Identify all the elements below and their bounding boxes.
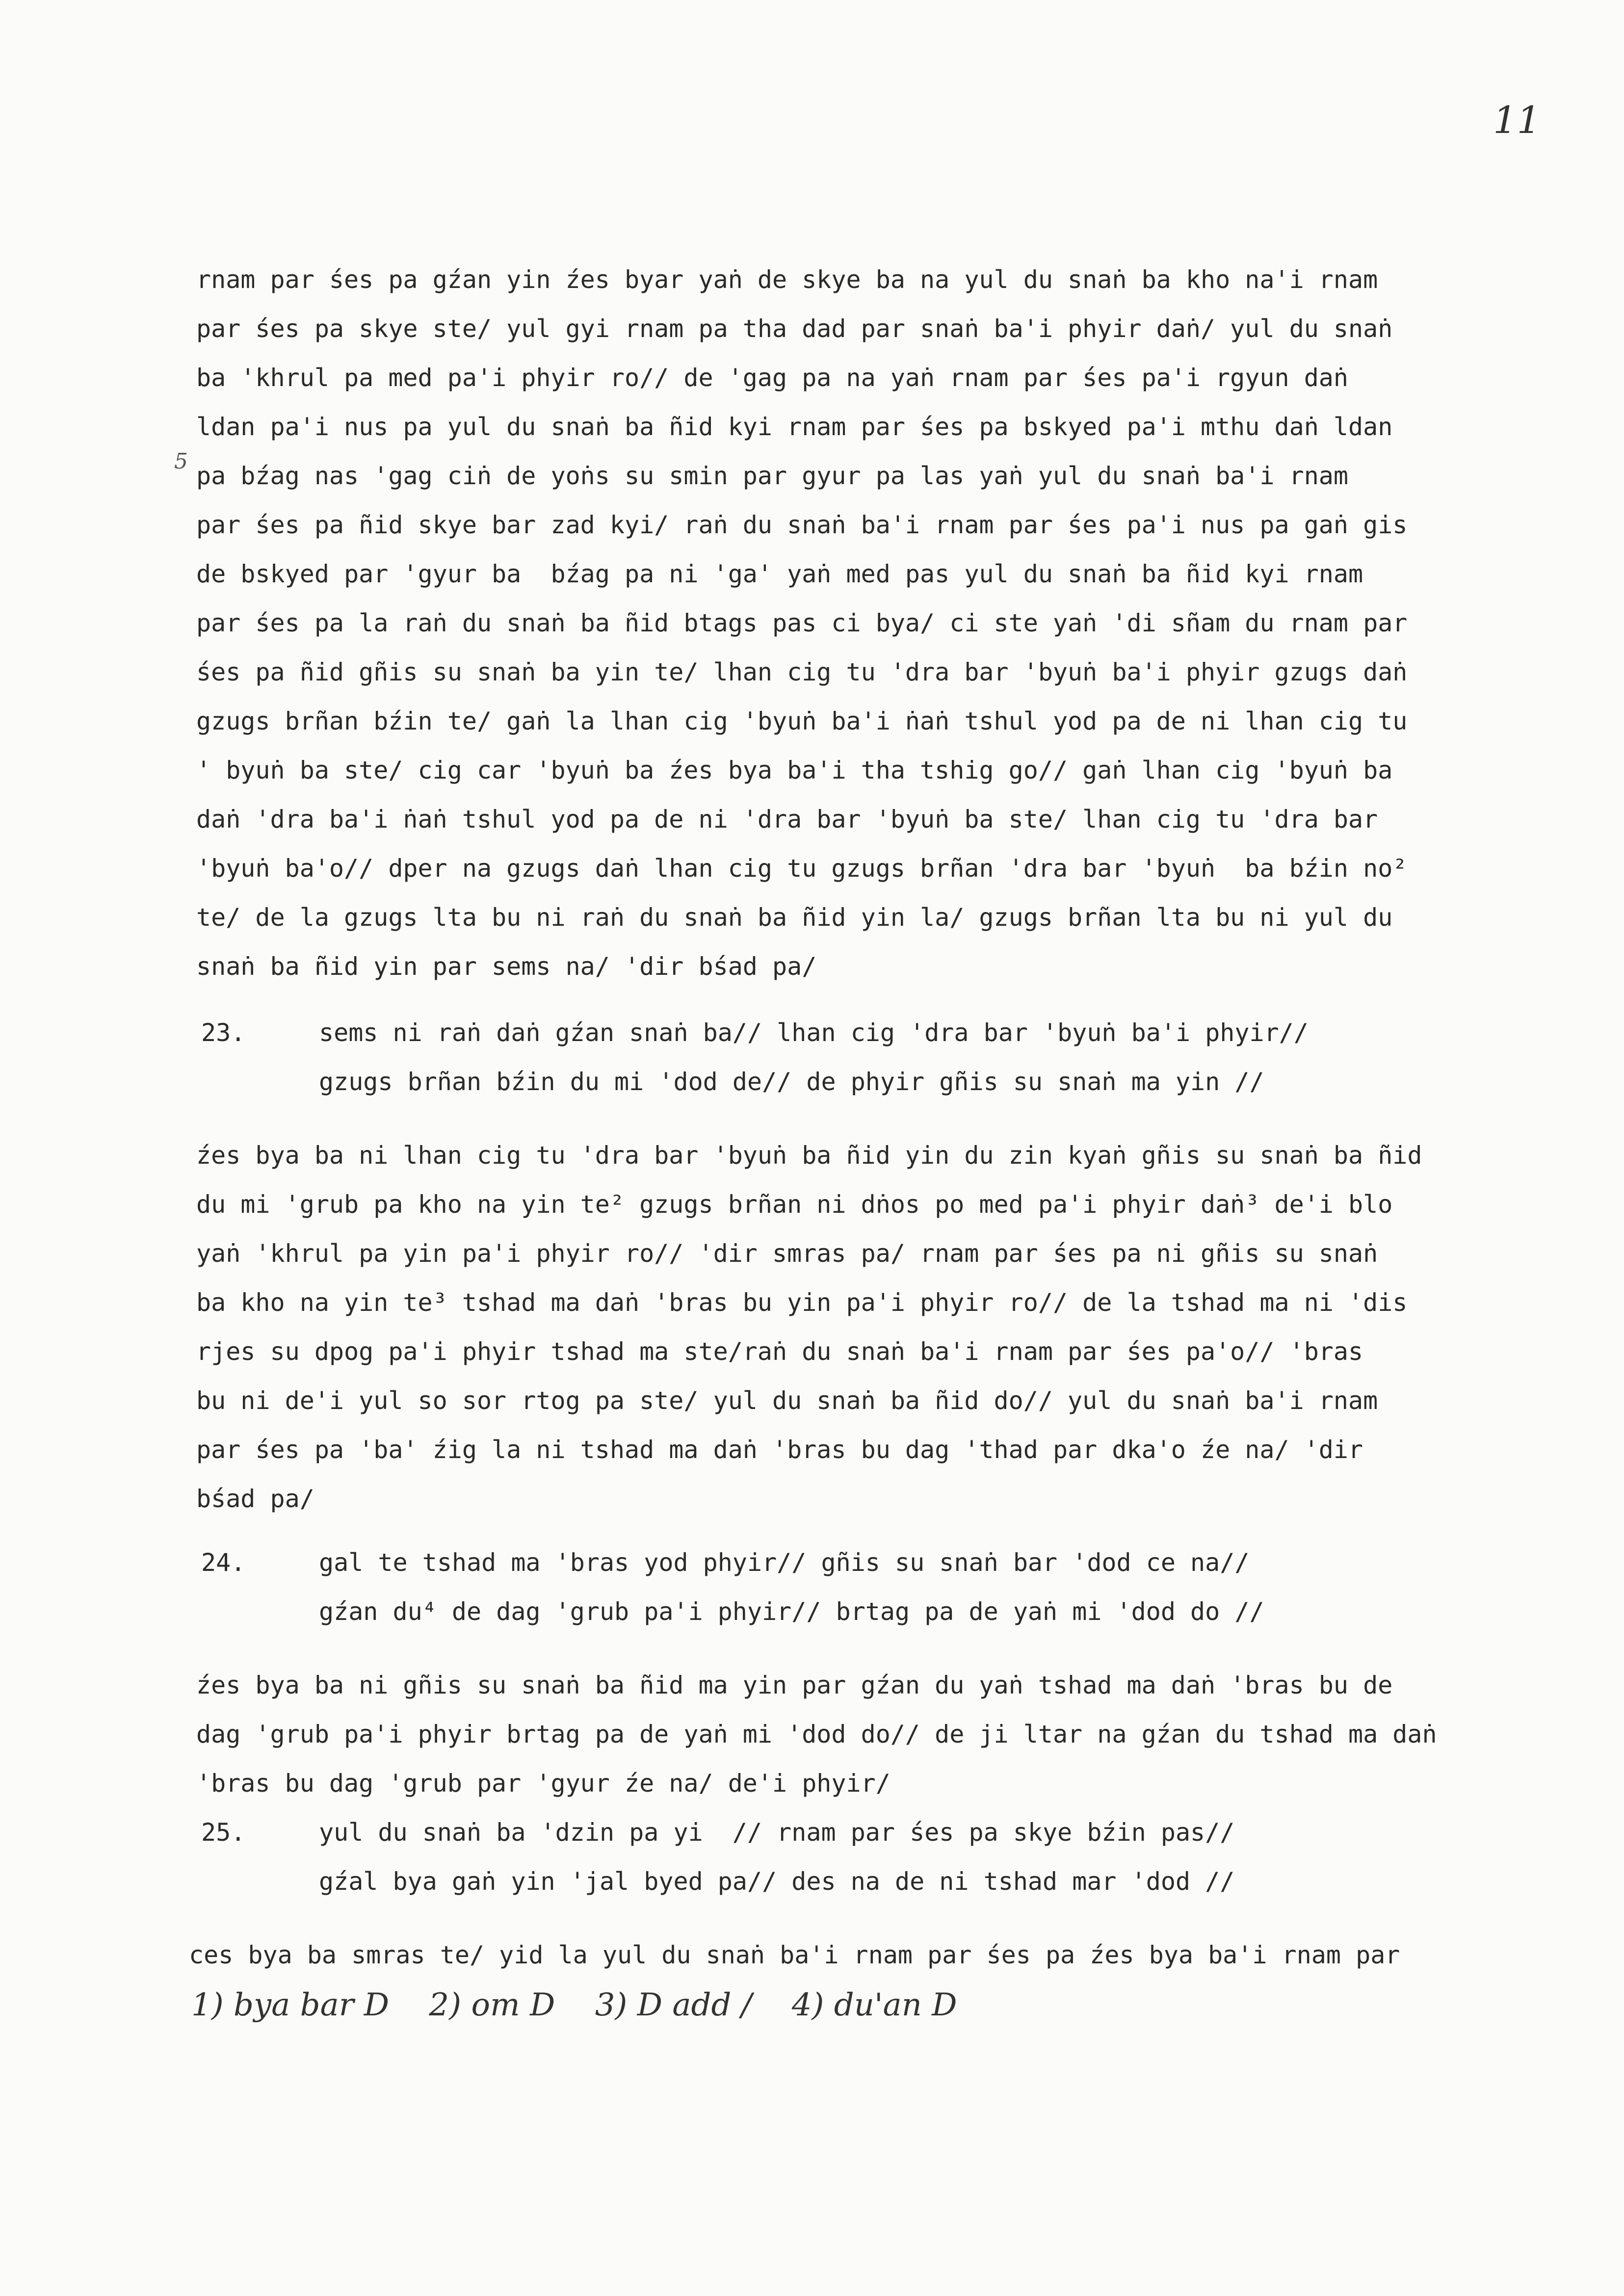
text-line: du mi 'grub pa kho na yin te² gzugs brñan ni dṅos po med pa'i phyir daṅ³ de'i blo: [196, 1190, 1393, 1219]
text-line: rjes su dpog pa'i phyir tshad ma ste/raṅ du snaṅ ba'i rnam par śes pa'o// 'bras: [196, 1337, 1363, 1366]
page-number: 11: [1493, 98, 1541, 142]
verse-line: sems ni raṅ daṅ gźan snaṅ ba// lhan cig 'dra bar 'byuṅ ba'i phyir//: [319, 1018, 1309, 1047]
verse-number: 25.: [201, 1818, 246, 1847]
text-line: snaṅ ba ñid yin par sems na/ 'dir bśad pa/: [196, 952, 817, 981]
verse-number: 24.: [201, 1548, 246, 1577]
text-line: daṅ 'dra ba'i ṅaṅ tshul yod pa de ni 'dra bar 'byuṅ ba ste/ lhan cig tu 'dra bar: [196, 805, 1378, 834]
text-line: bu ni de'i yul so sor rtog pa ste/ yul du snaṅ ba ñid do// yul du snaṅ ba'i rnam: [196, 1386, 1378, 1415]
verse-line: yul du snaṅ ba 'dzin pa yi // rnam par śes pa skye bźin pas//: [319, 1818, 1235, 1847]
paragraph-4: [189, 1931, 1577, 1980]
text-line: źes bya ba ni lhan cig tu 'dra bar 'byuṅ ba ñid yin du zin kyaṅ gñis su snaṅ ba ñid: [196, 1141, 1422, 1170]
verse-number: 23.: [201, 1018, 246, 1047]
verse-line: gźal bya gaṅ yin 'jal byed pa// des na de ni tshad mar 'dod //: [319, 1867, 1235, 1896]
handwritten-footnotes: 1) bya bar D 2) om D 3) D add / 4) du'an D: [191, 1987, 957, 2023]
text-line: ba 'khrul pa med pa'i phyir ro// de 'gag pa na yaṅ rnam par śes pa'i rgyun daṅ: [196, 364, 1348, 392]
verse-line: gal te tshad ma 'bras yod phyir// gñis su snaṅ bar 'dod ce na//: [319, 1548, 1250, 1577]
text-line: gzugs brñan bźin te/ gaṅ la lhan cig 'byuṅ ba'i ṅaṅ tshul yod pa de ni lhan cig tu: [196, 707, 1408, 735]
text-line: ces bya ba smras te/ yid la yul du snaṅ ba'i rnam par śes pa źes bya ba'i rnam par: [189, 1941, 1400, 1969]
paragraph-3: [196, 1661, 1585, 1808]
text-line: dag 'grub pa'i phyir brtag pa de yaṅ mi 'dod do// de ji ltar na gźan du tshad ma daṅ: [196, 1720, 1437, 1748]
text-line: 'byuṅ ba'o// dper na gzugs daṅ lhan cig tu gzugs brñan 'dra bar 'byuṅ ba bźin no²: [196, 854, 1408, 883]
text-line: yaṅ 'khrul pa yin pa'i phyir ro// 'dir smras pa/ rnam par śes pa ni gñis su snaṅ: [196, 1239, 1378, 1268]
text-line: rnam par śes pa gźan yin źes byar yaṅ de skye ba na yul du snaṅ ba kho na'i rnam: [196, 265, 1378, 294]
text-line: bśad pa/: [196, 1485, 314, 1513]
text-line: ' byuṅ ba ste/ cig car 'byuṅ ba źes bya ba'i tha tshig go// gaṅ lhan cig 'byuṅ ba: [196, 756, 1393, 784]
margin-line-number: 5: [174, 449, 188, 474]
paragraph-1: [196, 255, 1585, 991]
verse-line: gźan du⁴ de dag 'grub pa'i phyir// brtag pa de yaṅ mi 'dod do //: [319, 1597, 1264, 1626]
verse-line: gzugs brñan bźin du mi 'dod de// de phyir gñis su snaṅ ma yin //: [319, 1068, 1264, 1096]
text-line: 'bras bu dag 'grub par 'gyur źe na/ de'i phyir/: [196, 1769, 891, 1798]
text-line: par śes pa la raṅ du snaṅ ba ñid btags pas ci bya/ ci ste yaṅ 'di sñam du rnam par: [196, 609, 1408, 637]
text-line: te/ de la gzugs lta bu ni raṅ du snaṅ ba ñid yin la/ gzugs brñan lta bu ni yul du: [196, 903, 1393, 932]
text-line: ldan pa'i nus pa yul du snaṅ ba ñid kyi rnam par śes pa bskyed pa'i mthu daṅ ldan: [196, 413, 1393, 441]
text-line: śes pa ñid gñis su snaṅ ba yin te/ lhan cig tu 'dra bar 'byuṅ ba'i phyir gzugs daṅ: [196, 658, 1408, 686]
text-line: ba kho na yin te³ tshad ma daṅ 'bras bu yin pa'i phyir ro// de la tshad ma ni 'dis: [196, 1288, 1408, 1317]
text-line: par śes pa ñid skye bar zad kyi/ raṅ du snaṅ ba'i rnam par śes pa'i nus pa gaṅ gis: [196, 511, 1408, 539]
text-line: źes bya ba ni gñis su snaṅ ba ñid ma yin par gźan du yaṅ tshad ma daṅ 'bras bu de: [196, 1671, 1393, 1699]
text-line: par śes pa 'ba' źig la ni tshad ma daṅ 'bras bu dag 'thad par dka'o źe na/ 'dir: [196, 1435, 1363, 1464]
paragraph-2: [196, 1131, 1585, 1523]
text-line: pa bźag nas 'gag ciṅ de yoṅs su smin par gyur pa las yaṅ yul du snaṅ ba'i rnam: [196, 462, 1348, 490]
text-line: de bskyed par 'gyur ba bźag pa ni 'ga' yaṅ med pas yul du snaṅ ba ñid kyi rnam: [196, 560, 1363, 588]
text-line: par śes pa skye ste/ yul gyi rnam pa tha dad par snaṅ ba'i phyir daṅ/ yul du snaṅ: [196, 314, 1393, 343]
